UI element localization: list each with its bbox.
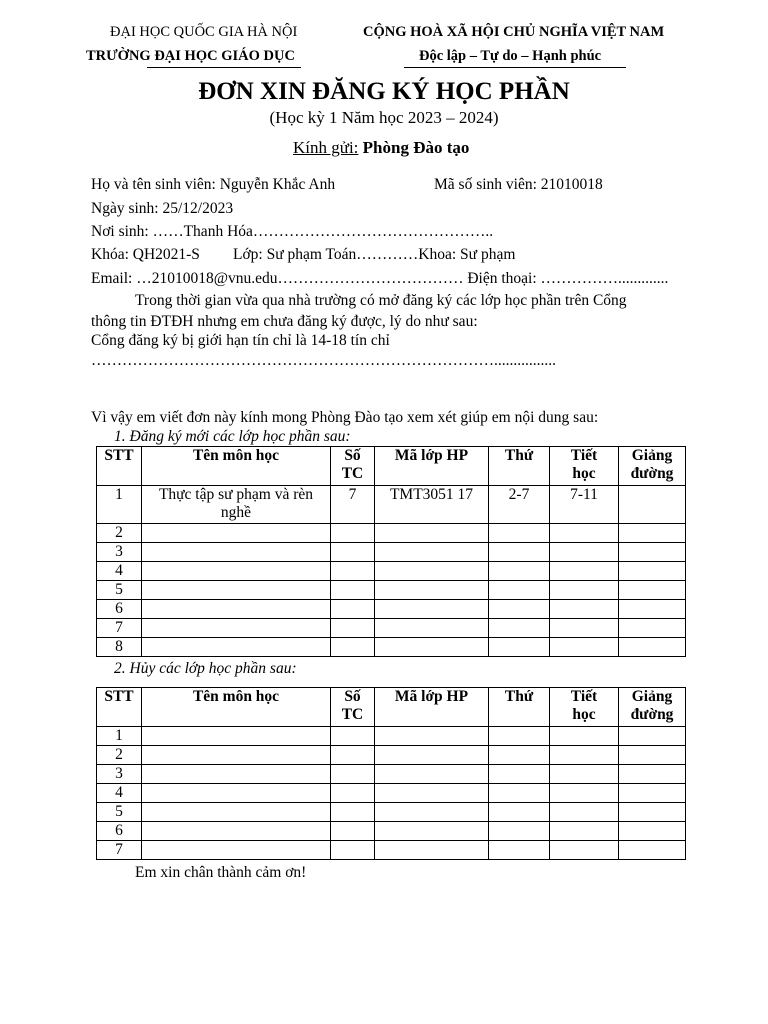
- date-of-birth: Ngày sinh: 25/12/2023: [91, 200, 234, 217]
- student-name: Họ và tên sinh viên: Nguyễn Khắc Anh: [91, 176, 336, 193]
- school-underline: [147, 67, 301, 68]
- stt-cell: 5: [97, 803, 142, 822]
- table-row: [97, 765, 686, 784]
- stt-cell: 7: [97, 841, 142, 860]
- table-row: [97, 841, 686, 860]
- contact-info: Email: …21010018@vnu.edu……………………………… Điện thoại: …………….............: [91, 270, 669, 287]
- request-text: Vì vậy em viết đơn này kính mong Phòng Đào tạo xem xét giúp em nội dung sau:: [91, 409, 599, 426]
- stt-cell: 8: [97, 638, 142, 657]
- country-name: CỘNG HOÀ XÃ HỘI CHỦ NGHĨA VIỆT NAM: [363, 24, 665, 40]
- table-row: [97, 727, 686, 746]
- stt-cell: 7: [97, 619, 142, 638]
- day-cell: 2-7: [489, 486, 550, 524]
- col-stt: STT: [97, 447, 142, 486]
- motto-underline: [404, 67, 626, 68]
- stt-cell: 6: [97, 600, 142, 619]
- stt-cell: 5: [97, 581, 142, 600]
- room-cell: [619, 486, 686, 524]
- col-credits: Số TC: [331, 688, 375, 727]
- recipient-value: Phòng Đào tạo: [362, 138, 470, 157]
- col-room: Giảng đường: [619, 447, 686, 486]
- cancel-table: [96, 687, 686, 860]
- form-subtitle: (Học kỳ 1 Năm học 2023 – 2024): [269, 108, 499, 127]
- stt-cell: 6: [97, 822, 142, 841]
- col-period: Tiết học: [550, 447, 619, 486]
- stt-cell: 2: [97, 524, 142, 543]
- reason-text: Cổng đăng ký bị giới hạn tín chỉ là 14-18 tín chỉ: [91, 332, 390, 349]
- col-course: Tên môn học: [142, 688, 331, 727]
- table-row: [97, 746, 686, 765]
- table-row: [97, 581, 686, 600]
- stt-cell: 1: [97, 727, 142, 746]
- recipient: [293, 138, 469, 158]
- body-paragraph-1: Trong thời gian vừa qua nhà trường có mở đăng ký các lớp học phần trên Cổng: [135, 292, 627, 309]
- course-year: Khóa: QH2021-S: [91, 246, 200, 263]
- closing-text: Em xin chân thành cảm ơn!: [135, 864, 307, 881]
- table-row: [97, 619, 686, 638]
- stt-cell: 3: [97, 765, 142, 784]
- stt-cell: 4: [97, 562, 142, 581]
- table-row: [97, 486, 686, 524]
- col-room: Giảng đường: [619, 688, 686, 727]
- cancel-table-header: [97, 688, 686, 727]
- col-class-code: Mã lớp HP: [375, 447, 489, 486]
- col-day: Thứ: [489, 688, 550, 727]
- class-code-cell: TMT3051 17: [375, 486, 489, 524]
- course-name-cell: Thực tập sư phạm và rèn nghề: [142, 486, 331, 524]
- stt-cell: 4: [97, 784, 142, 803]
- stt-cell: 1: [97, 486, 142, 524]
- body-paragraph-2: thông tin ĐTĐH nhưng em chưa đăng ký được, lý do như sau:: [91, 313, 478, 330]
- section-register-heading: 1. Đăng ký mới các lớp học phần sau:: [114, 428, 351, 445]
- stt-cell: 2: [97, 746, 142, 765]
- register-table: [96, 446, 686, 657]
- register-table-header: [97, 447, 686, 486]
- table-row: [97, 638, 686, 657]
- student-id: Mã số sinh viên: 21010018: [434, 176, 603, 193]
- col-class-code: Mã lớp HP: [375, 688, 489, 727]
- col-stt: STT: [97, 688, 142, 727]
- table-row: [97, 822, 686, 841]
- section-cancel-heading: 2. Hủy các lớp học phần sau:: [114, 660, 297, 677]
- col-day: Thứ: [489, 447, 550, 486]
- period-cell: 7-11: [550, 486, 619, 524]
- recipient-label: Kính gửi:: [293, 138, 359, 157]
- col-period: Tiết học: [550, 688, 619, 727]
- table-row: [97, 562, 686, 581]
- table-row: [97, 803, 686, 822]
- reason-dots: ……………………………………………………………………................: [91, 352, 556, 369]
- credits-cell: 7: [331, 486, 375, 524]
- stt-cell: 3: [97, 543, 142, 562]
- birthplace: Nơi sinh: ……Thanh Hóa………………………………………..: [91, 223, 494, 240]
- form-title: ĐƠN XIN ĐĂNG KÝ HỌC PHẦN: [198, 78, 570, 105]
- university-name: ĐẠI HỌC QUỐC GIA HÀ NỘI: [110, 24, 298, 40]
- col-credits: Số TC: [331, 447, 375, 486]
- class-faculty: Lớp: Sư phạm Toán…………Khoa: Sư phạm: [233, 246, 516, 263]
- table-row: [97, 784, 686, 803]
- table-row: [97, 543, 686, 562]
- table-row: [97, 524, 686, 543]
- table-row: [97, 600, 686, 619]
- col-course: Tên môn học: [142, 447, 331, 486]
- motto: Độc lập – Tự do – Hạnh phúc: [419, 48, 602, 64]
- school-name: TRƯỜNG ĐẠI HỌC GIÁO DỤC: [86, 48, 295, 64]
